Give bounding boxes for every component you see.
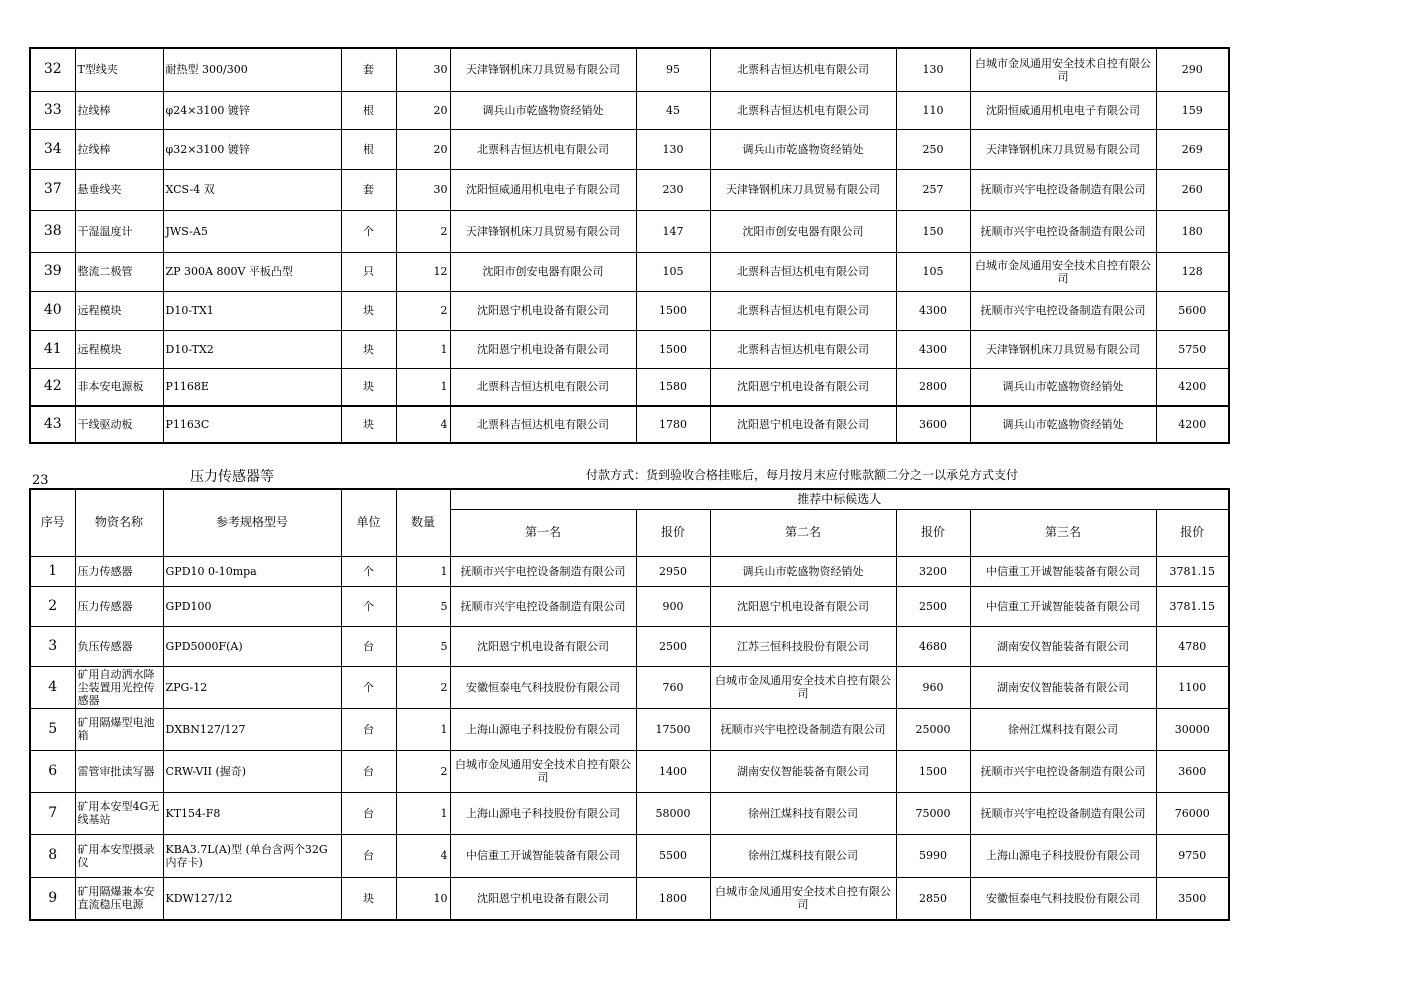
price-2-cell: 2500 (896, 586, 970, 626)
header-row-top (30, 489, 1229, 509)
third-bidder-cell: 中信重工开诚智能装备有限公司 (970, 586, 1156, 626)
payment-terms: 付款方式：货到验收合格挂账后，每月按月末应付账款额二分之一以承兑方式支付 (586, 468, 1019, 482)
name-cell: 压力传感器 (75, 586, 163, 626)
first-bidder-cell: 中信重工开诚智能装备有限公司 (450, 834, 636, 877)
second-bidder-cell: 江苏三恒科技股份有限公司 (710, 626, 896, 666)
name-cell: 干湿温度计 (75, 210, 163, 252)
third-bidder-cell: 徐州江煤科技有限公司 (970, 708, 1156, 750)
first-bidder-cell: 调兵山市乾盛物资经销处 (450, 91, 636, 129)
third-bidder-cell: 抚顺市兴宇电控设备制造有限公司 (970, 291, 1156, 330)
header-price-2: 报价 (896, 509, 970, 556)
price-1-cell: 147 (636, 210, 710, 252)
qty-cell: 5 (396, 626, 450, 666)
first-bidder-cell: 北票科吉恒达机电有限公司 (450, 406, 636, 443)
spec-cell: JWS-A5 (163, 210, 341, 252)
qty-cell: 20 (396, 91, 450, 129)
third-bidder-cell: 抚顺市兴宇电控设备制造有限公司 (970, 210, 1156, 252)
qty-cell: 12 (396, 252, 450, 291)
first-bidder-cell: 天津锋钢机床刀具贸易有限公司 (450, 48, 636, 91)
second-bidder-cell: 徐州江煤科技有限公司 (710, 792, 896, 834)
seq-cell: 5 (30, 708, 75, 750)
third-bidder-cell: 中信重工开诚智能装备有限公司 (970, 556, 1156, 586)
price-2-cell: 960 (896, 666, 970, 708)
third-bidder-cell: 抚顺市兴宇电控设备制造有限公司 (970, 169, 1156, 210)
price-3-cell: 30000 (1156, 708, 1229, 750)
name-cell: 非本安电源板 (75, 368, 163, 406)
seq-cell: 4 (30, 666, 75, 708)
seq-cell: 42 (30, 368, 75, 406)
third-bidder-cell: 天津锋钢机床刀具贸易有限公司 (970, 330, 1156, 368)
spec-cell: D10-TX1 (163, 291, 341, 330)
seq-cell: 3 (30, 626, 75, 666)
name-cell: 拉线棒 (75, 129, 163, 169)
unit-cell: 台 (341, 792, 396, 834)
price-3-cell: 128 (1156, 252, 1229, 291)
qty-cell: 5 (396, 586, 450, 626)
second-bidder-cell: 白城市金凤通用安全技术自控有限公司 (710, 877, 896, 920)
second-bidder-cell: 北票科吉恒达机电有限公司 (710, 48, 896, 91)
qty-cell: 1 (396, 368, 450, 406)
unit-cell: 块 (341, 368, 396, 406)
price-2-cell: 257 (896, 169, 970, 210)
seq-cell: 32 (30, 48, 75, 91)
price-1-cell: 2500 (636, 626, 710, 666)
first-bidder-cell: 沈阳恩宁机电设备有限公司 (450, 330, 636, 368)
price-3-cell: 180 (1156, 210, 1229, 252)
name-cell: 拉线棒 (75, 91, 163, 129)
price-2-cell: 4300 (896, 330, 970, 368)
price-2-cell: 1500 (896, 750, 970, 792)
price-2-cell: 75000 (896, 792, 970, 834)
price-3-cell: 5600 (1156, 291, 1229, 330)
table-row (30, 556, 1229, 586)
first-bidder-cell: 沈阳市创安电器有限公司 (450, 252, 636, 291)
bid-table-pressure-sensors (29, 488, 1230, 921)
qty-cell: 2 (396, 291, 450, 330)
price-3-cell: 269 (1156, 129, 1229, 169)
name-cell: 压力传感器 (75, 556, 163, 586)
price-1-cell: 230 (636, 169, 710, 210)
price-3-cell: 3781.15 (1156, 586, 1229, 626)
third-bidder-cell: 天津锋钢机床刀具贸易有限公司 (970, 129, 1156, 169)
second-bidder-cell: 抚顺市兴宇电控设备制造有限公司 (710, 708, 896, 750)
third-bidder-cell: 沈阳恒威通用机电电子有限公司 (970, 91, 1156, 129)
table-row (30, 708, 1229, 750)
spec-cell: GPD10 0-10mpa (163, 556, 341, 586)
price-1-cell: 17500 (636, 708, 710, 750)
table-row (30, 129, 1229, 169)
name-cell: 矿用隔爆兼本安直流稳压电源 (75, 877, 163, 920)
qty-cell: 20 (396, 129, 450, 169)
header-qty: 数量 (396, 489, 450, 556)
second-bidder-cell: 调兵山市乾盛物资经销处 (710, 556, 896, 586)
second-bidder-cell: 徐州江煤科技有限公司 (710, 834, 896, 877)
qty-cell: 1 (396, 792, 450, 834)
table-row (30, 666, 1229, 708)
price-3-cell: 4780 (1156, 626, 1229, 666)
spec-cell: P1163C (163, 406, 341, 443)
table-row (30, 834, 1229, 877)
spec-cell: ZPG-12 (163, 666, 341, 708)
header-price-3: 报价 (1156, 509, 1229, 556)
first-bidder-cell: 抚顺市兴宇电控设备制造有限公司 (450, 556, 636, 586)
seq-cell: 33 (30, 91, 75, 129)
second-bidder-cell: 北票科吉恒达机电有限公司 (710, 252, 896, 291)
unit-cell: 根 (341, 129, 396, 169)
header-first: 第一名 (450, 509, 636, 556)
qty-cell: 30 (396, 48, 450, 91)
unit-cell: 个 (341, 210, 396, 252)
first-bidder-cell: 安徽恒泰电气科技股份有限公司 (450, 666, 636, 708)
unit-cell: 根 (341, 91, 396, 129)
second-bidder-cell: 北票科吉恒达机电有限公司 (710, 91, 896, 129)
price-2-cell: 150 (896, 210, 970, 252)
spec-cell: 耐热型 300/300 (163, 48, 341, 91)
unit-cell: 套 (341, 48, 396, 91)
second-bidder-cell: 北票科吉恒达机电有限公司 (710, 330, 896, 368)
spec-cell: GPD5000F(A) (163, 626, 341, 666)
spec-cell: XCS-4 双 (163, 169, 341, 210)
seq-cell: 7 (30, 792, 75, 834)
price-2-cell: 3600 (896, 406, 970, 443)
name-cell: 整流二极管 (75, 252, 163, 291)
qty-cell: 4 (396, 406, 450, 443)
unit-cell: 台 (341, 834, 396, 877)
qty-cell: 1 (396, 556, 450, 586)
price-1-cell: 1780 (636, 406, 710, 443)
header-recommend: 推荐中标候选人 (450, 489, 1229, 509)
price-3-cell: 9750 (1156, 834, 1229, 877)
spec-cell: GPD100 (163, 586, 341, 626)
spec-cell: KBA3.7L(A)型 (单台含两个32G内存卡) (163, 834, 341, 877)
name-cell: 悬垂线夹 (75, 169, 163, 210)
table-row (30, 210, 1229, 252)
price-1-cell: 1800 (636, 877, 710, 920)
bid-table-continued (29, 47, 1230, 444)
second-bidder-cell: 湖南安仪智能装备有限公司 (710, 750, 896, 792)
second-bidder-cell: 调兵山市乾盛物资经销处 (710, 129, 896, 169)
price-3-cell: 4200 (1156, 368, 1229, 406)
price-1-cell: 95 (636, 48, 710, 91)
header-unit: 单位 (341, 489, 396, 556)
name-cell: 矿用本安型摄录仪 (75, 834, 163, 877)
qty-cell: 30 (396, 169, 450, 210)
spec-cell: φ32×3100 镀锌 (163, 129, 341, 169)
first-bidder-cell: 上海山源电子科技股份有限公司 (450, 708, 636, 750)
price-1-cell: 900 (636, 586, 710, 626)
table-row (30, 586, 1229, 626)
unit-cell: 个 (341, 666, 396, 708)
table-row (30, 406, 1229, 443)
table-row (30, 169, 1229, 210)
table-row (30, 877, 1229, 920)
third-bidder-cell: 调兵山市乾盛物资经销处 (970, 368, 1156, 406)
first-bidder-cell: 白城市金凤通用安全技术自控有限公司 (450, 750, 636, 792)
table-row (30, 291, 1229, 330)
price-3-cell: 76000 (1156, 792, 1229, 834)
spec-cell: KT154-F8 (163, 792, 341, 834)
price-1-cell: 58000 (636, 792, 710, 834)
second-bidder-cell: 沈阳市创安电器有限公司 (710, 210, 896, 252)
section-title: 压力传感器等 (190, 469, 274, 485)
price-3-cell: 159 (1156, 91, 1229, 129)
first-bidder-cell: 抚顺市兴宇电控设备制造有限公司 (450, 586, 636, 626)
price-1-cell: 130 (636, 129, 710, 169)
third-bidder-cell: 调兵山市乾盛物资经销处 (970, 406, 1156, 443)
price-2-cell: 4300 (896, 291, 970, 330)
name-cell: T型线夹 (75, 48, 163, 91)
seq-cell: 6 (30, 750, 75, 792)
unit-cell: 台 (341, 708, 396, 750)
spec-cell: KDW127/12 (163, 877, 341, 920)
seq-cell: 8 (30, 834, 75, 877)
price-2-cell: 2850 (896, 877, 970, 920)
qty-cell: 2 (396, 210, 450, 252)
seq-cell: 37 (30, 169, 75, 210)
second-bidder-cell: 天津锋钢机床刀具贸易有限公司 (710, 169, 896, 210)
qty-cell: 2 (396, 666, 450, 708)
unit-cell: 台 (341, 626, 396, 666)
name-cell: 矿用自动洒水降尘装置用光控传感器 (75, 666, 163, 708)
table-row (30, 91, 1229, 129)
name-cell: 雷管审批读写器 (75, 750, 163, 792)
price-2-cell: 105 (896, 252, 970, 291)
first-bidder-cell: 北票科吉恒达机电有限公司 (450, 129, 636, 169)
second-bidder-cell: 沈阳恩宁机电设备有限公司 (710, 586, 896, 626)
price-1-cell: 45 (636, 91, 710, 129)
price-3-cell: 260 (1156, 169, 1229, 210)
seq-cell: 39 (30, 252, 75, 291)
first-bidder-cell: 上海山源电子科技股份有限公司 (450, 792, 636, 834)
table-row (30, 48, 1229, 91)
price-2-cell: 5990 (896, 834, 970, 877)
header-seq: 序号 (30, 489, 75, 556)
unit-cell: 个 (341, 556, 396, 586)
name-cell: 矿用隔爆型电池箱 (75, 708, 163, 750)
price-3-cell: 290 (1156, 48, 1229, 91)
qty-cell: 1 (396, 708, 450, 750)
spec-cell: ZP 300A 800V 平板凸型 (163, 252, 341, 291)
third-bidder-cell: 湖南安仪智能装备有限公司 (970, 666, 1156, 708)
header-third: 第三名 (970, 509, 1156, 556)
first-bidder-cell: 沈阳恩宁机电设备有限公司 (450, 291, 636, 330)
unit-cell: 套 (341, 169, 396, 210)
name-cell: 远程模块 (75, 291, 163, 330)
price-3-cell: 5750 (1156, 330, 1229, 368)
table-row (30, 368, 1229, 406)
qty-cell: 2 (396, 750, 450, 792)
unit-cell: 个 (341, 586, 396, 626)
qty-cell: 10 (396, 877, 450, 920)
table-row (30, 750, 1229, 792)
third-bidder-cell: 湖南安仪智能装备有限公司 (970, 626, 1156, 666)
unit-cell: 块 (341, 291, 396, 330)
spec-cell: P1168E (163, 368, 341, 406)
unit-cell: 台 (341, 750, 396, 792)
name-cell: 远程模块 (75, 330, 163, 368)
name-cell: 矿用本安型4G无线基站 (75, 792, 163, 834)
second-bidder-cell: 北票科吉恒达机电有限公司 (710, 291, 896, 330)
table-row (30, 626, 1229, 666)
third-bidder-cell: 抚顺市兴宇电控设备制造有限公司 (970, 750, 1156, 792)
unit-cell: 块 (341, 877, 396, 920)
first-bidder-cell: 沈阳恩宁机电设备有限公司 (450, 626, 636, 666)
price-1-cell: 2950 (636, 556, 710, 586)
third-bidder-cell: 安徽恒泰电气科技股份有限公司 (970, 877, 1156, 920)
unit-cell: 块 (341, 406, 396, 443)
spec-cell: DXBN127/127 (163, 708, 341, 750)
price-3-cell: 1100 (1156, 666, 1229, 708)
seq-cell: 2 (30, 586, 75, 626)
price-3-cell: 3600 (1156, 750, 1229, 792)
spec-cell: D10-TX2 (163, 330, 341, 368)
first-bidder-cell: 北票科吉恒达机电有限公司 (450, 368, 636, 406)
price-1-cell: 1400 (636, 750, 710, 792)
table-row (30, 330, 1229, 368)
qty-cell: 4 (396, 834, 450, 877)
unit-cell: 只 (341, 252, 396, 291)
price-1-cell: 1580 (636, 368, 710, 406)
name-cell: 负压传感器 (75, 626, 163, 666)
spec-cell: CRW-VII (握奇) (163, 750, 341, 792)
header-spec: 参考规格型号 (163, 489, 341, 556)
third-bidder-cell: 白城市金凤通用安全技术自控有限公司 (970, 252, 1156, 291)
price-2-cell: 25000 (896, 708, 970, 750)
seq-cell: 34 (30, 129, 75, 169)
qty-cell: 1 (396, 330, 450, 368)
price-2-cell: 130 (896, 48, 970, 91)
name-cell: 干线驱动板 (75, 406, 163, 443)
price-3-cell: 3781.15 (1156, 556, 1229, 586)
table-row (30, 252, 1229, 291)
second-bidder-cell: 沈阳恩宁机电设备有限公司 (710, 406, 896, 443)
price-1-cell: 1500 (636, 291, 710, 330)
price-1-cell: 760 (636, 666, 710, 708)
first-bidder-cell: 天津锋钢机床刀具贸易有限公司 (450, 210, 636, 252)
third-bidder-cell: 上海山源电子科技股份有限公司 (970, 834, 1156, 877)
price-2-cell: 2800 (896, 368, 970, 406)
seq-cell: 41 (30, 330, 75, 368)
price-2-cell: 110 (896, 91, 970, 129)
header-price-1: 报价 (636, 509, 710, 556)
table-row (30, 792, 1229, 834)
unit-cell: 块 (341, 330, 396, 368)
seq-cell: 38 (30, 210, 75, 252)
header-second: 第二名 (710, 509, 896, 556)
section-number: 23 (32, 473, 49, 488)
price-2-cell: 250 (896, 129, 970, 169)
price-1-cell: 5500 (636, 834, 710, 877)
price-2-cell: 4680 (896, 626, 970, 666)
seq-cell: 40 (30, 291, 75, 330)
first-bidder-cell: 沈阳恩宁机电设备有限公司 (450, 877, 636, 920)
first-bidder-cell: 沈阳恒威通用机电电子有限公司 (450, 169, 636, 210)
price-1-cell: 1500 (636, 330, 710, 368)
seq-cell: 9 (30, 877, 75, 920)
price-3-cell: 4200 (1156, 406, 1229, 443)
second-bidder-cell: 沈阳恩宁机电设备有限公司 (710, 368, 896, 406)
third-bidder-cell: 抚顺市兴宇电控设备制造有限公司 (970, 792, 1156, 834)
seq-cell: 1 (30, 556, 75, 586)
price-3-cell: 3500 (1156, 877, 1229, 920)
price-2-cell: 3200 (896, 556, 970, 586)
seq-cell: 43 (30, 406, 75, 443)
spec-cell: φ24×3100 镀锌 (163, 91, 341, 129)
price-1-cell: 105 (636, 252, 710, 291)
second-bidder-cell: 白城市金凤通用安全技术自控有限公司 (710, 666, 896, 708)
header-name: 物资名称 (75, 489, 163, 556)
third-bidder-cell: 白城市金凤通用安全技术自控有限公司 (970, 48, 1156, 91)
